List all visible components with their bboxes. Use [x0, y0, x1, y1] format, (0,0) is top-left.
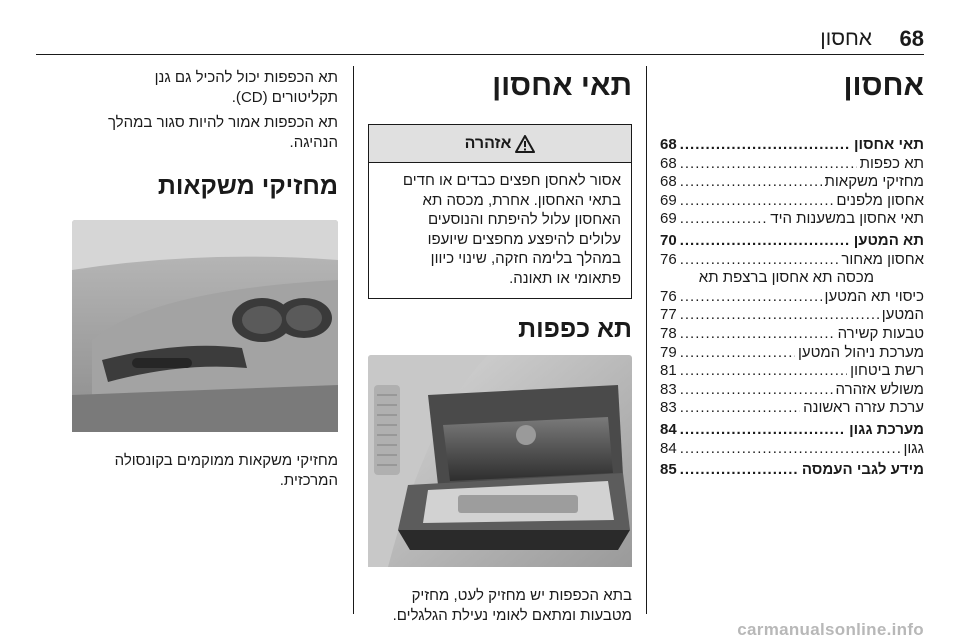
toc-leader-dots [680, 210, 768, 229]
toc-leader-dots [680, 381, 833, 400]
toc-entry-page: 78 [660, 324, 677, 342]
toc-entry-title: תא המטען [853, 231, 924, 249]
watermark: carmanualsonline.info [737, 620, 924, 639]
toc-entry[interactable] [660, 192, 924, 211]
toc-leader-dots [680, 325, 835, 344]
warning-line: אסור לאחסן חפצים כבדים או חדים [402, 172, 621, 189]
toc-leader-dots [680, 399, 800, 418]
warning-line: בתאי האחסון. אחרת, מכסה תא [422, 191, 621, 209]
column-divider-left [353, 66, 354, 614]
toc-entry[interactable] [660, 251, 924, 270]
page-number: 68 [899, 26, 924, 51]
toc-entry[interactable] [660, 155, 924, 174]
toc-entry-page: 83 [660, 399, 677, 417]
glovebox-photo [368, 355, 632, 572]
caption-line: בתא הכפפות יש מחזיק לעט, מחזיק [411, 587, 632, 604]
toc-entry-page: 68 [660, 154, 677, 172]
toc-entry-title: מערכת גגון [849, 420, 924, 438]
toc-entry[interactable] [660, 173, 924, 192]
toc-entry-title: מידע לגבי העמסה [801, 461, 924, 479]
toc-column [660, 56, 924, 480]
caption-line: מחזיקי משקאות ממוקמים בקונסולה [114, 452, 338, 469]
toc-entry-page: 81 [660, 362, 677, 380]
running-title: אחסון [820, 27, 872, 50]
toc-leader-dots [680, 461, 799, 480]
caption-line: המרכזית. [279, 471, 338, 489]
page-footer [0, 620, 960, 642]
cupholders-caption [72, 451, 338, 490]
toc-entry[interactable] [660, 232, 924, 251]
toc-leader-dots [680, 306, 879, 325]
toc-entry-page: 77 [660, 306, 677, 324]
toc-entry[interactable] [660, 325, 924, 344]
toc-entry-title: תא כפפות [859, 154, 924, 172]
text-line: תא הכפפות יכול להכיל גם גנן [154, 69, 338, 86]
toc-leader-dots [680, 136, 851, 155]
toc-leader-dots [680, 232, 851, 251]
warning-line: האחסון עלול להיפתח והנוסעים [427, 211, 621, 228]
storage-compartments-column [368, 56, 632, 625]
toc-entry[interactable] [660, 399, 924, 418]
warning-title: אזהרה [464, 134, 512, 152]
toc-leader-dots [680, 440, 901, 459]
toc-entry-page: 76 [660, 250, 677, 268]
toc-entry[interactable] [660, 344, 924, 363]
cupholders-heading: מחזיקי משקאות [157, 172, 338, 200]
toc-entry-title: טבעות קשירה [837, 324, 924, 342]
column-divider-right [646, 66, 647, 614]
toc-entry-title: מחזיקי משקאות [824, 173, 924, 191]
glovebox-closed-text [72, 113, 338, 152]
toc-entry-continuation: מכסה תא אחסון ברצפת תא [698, 269, 874, 287]
toc-entry-page: 69 [660, 210, 677, 228]
toc-entry-title: אחסון מלפנים [836, 191, 924, 209]
toc-entry-title: רשת ביטחון [850, 362, 924, 380]
toc-leader-dots [680, 421, 846, 440]
text-line: תקליטורים (CD). [231, 88, 338, 106]
toc-entry[interactable] [660, 440, 924, 459]
toc-leader-dots [680, 362, 847, 381]
toc-entry-title: אחסון מאחור [841, 250, 924, 268]
toc-leader-dots [680, 192, 834, 211]
warning-box [368, 124, 632, 299]
warning-line: במהלך בלימה חזקה, שינוי כיוון [430, 250, 621, 267]
toc-entry-page: 84 [660, 420, 677, 438]
glovebox-cd-text [72, 68, 338, 107]
toc-entry-title: תאי אחסון במשענות היד [770, 210, 924, 228]
toc-entry-title: כיסוי תא המטען [824, 287, 924, 305]
toc-leader-dots [680, 155, 857, 174]
warning-text [369, 163, 631, 298]
toc-leader-dots [680, 288, 822, 307]
header-rule [36, 54, 924, 55]
text-line: הנהיגה. [289, 133, 338, 151]
toc-leader-dots [680, 173, 822, 192]
toc-entry-title: המטען [881, 306, 924, 324]
toc-heading: אחסון [843, 69, 924, 102]
toc-entry[interactable] [660, 362, 924, 381]
caption-line: מטבעות ומתאם לאומי נעילת הגלגלים. [392, 606, 632, 624]
toc-entry[interactable] [660, 210, 924, 229]
toc-leader-dots [680, 344, 795, 363]
toc-entry-page: 70 [660, 231, 677, 249]
cupholders-photo [72, 220, 338, 437]
toc-entry-title: גגון [903, 439, 924, 457]
cupholders-column [72, 56, 338, 490]
toc-entry[interactable] [660, 136, 924, 155]
toc-entry-page: 84 [660, 439, 677, 457]
toc-entry[interactable] [660, 421, 924, 440]
toc-entry-title: מערכת ניהול המטען [797, 343, 924, 361]
toc-entry-title: תאי אחסון [854, 136, 924, 153]
text-line: תא הכפפות אמור להיות סגור במהלך [107, 114, 338, 131]
toc-entry[interactable] [660, 381, 924, 400]
toc-entry[interactable] [660, 461, 924, 480]
toc-entry-page: 69 [660, 191, 677, 209]
toc-entry[interactable] [660, 288, 924, 307]
toc-entry-page: 79 [660, 343, 677, 361]
toc-entry-page: 76 [660, 287, 677, 305]
glovebox-heading: תא כפפות [518, 315, 632, 343]
toc-entry-page: 85 [660, 461, 677, 479]
warning-triangle-icon [515, 135, 535, 153]
toc-entry-page: 68 [660, 136, 677, 153]
toc-leader-dots [680, 251, 839, 270]
section-heading: תאי אחסון [492, 69, 632, 102]
toc-entry[interactable] [660, 306, 924, 325]
warning-line: עלולים להיפצע מחפצים שיועפו [427, 230, 621, 248]
warning-line: פתאומי או תאונה. [509, 269, 621, 287]
page-header [0, 0, 960, 56]
toc-entry-title: ערכת עזרה ראשונה [803, 399, 924, 417]
warning-header [369, 125, 631, 163]
toc-entry-page: 68 [660, 173, 677, 191]
toc-entry-title: משולש אזהרה [835, 380, 924, 398]
toc-entry-page: 83 [660, 380, 677, 398]
toc-list [660, 136, 924, 480]
